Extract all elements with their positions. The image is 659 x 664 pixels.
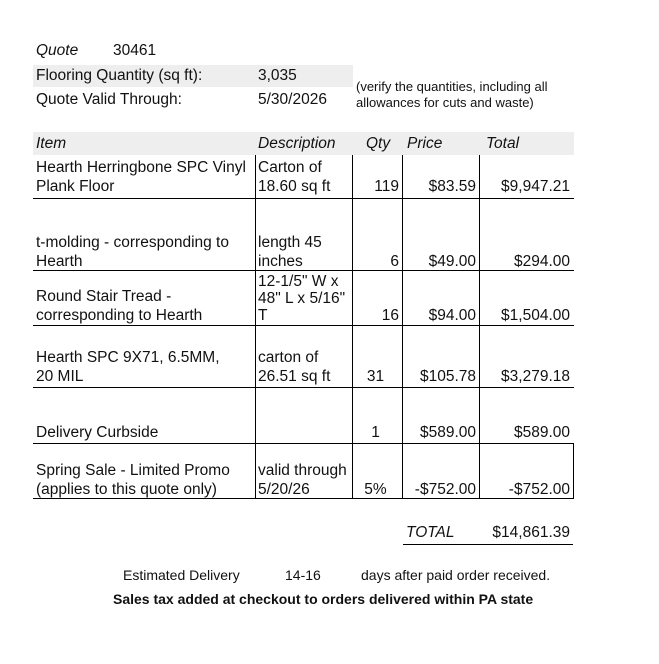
total-underline bbox=[403, 544, 573, 545]
header-qty: Qty bbox=[366, 135, 391, 152]
price-cell: $94.00 bbox=[428, 307, 476, 324]
row-divider bbox=[33, 387, 574, 388]
header-item: Item bbox=[36, 135, 67, 152]
price-cell: -$752.00 bbox=[414, 481, 476, 498]
valid-through-label: Quote Valid Through: bbox=[36, 91, 182, 108]
grid-line bbox=[573, 443, 574, 499]
description-cell: valid through 5/20/26 bbox=[258, 462, 347, 498]
qty-cell: 5% bbox=[364, 481, 387, 498]
header-price: Price bbox=[407, 135, 443, 152]
qty-cell: 31 bbox=[366, 368, 385, 385]
price-cell: $83.59 bbox=[428, 178, 476, 195]
total-cell: $589.00 bbox=[513, 424, 570, 441]
total-cell: $294.00 bbox=[513, 253, 570, 270]
qty-cell: 1 bbox=[371, 424, 380, 441]
estimated-delivery-label: Estimated Delivery bbox=[123, 567, 240, 583]
description-cell: 12-1/5" W x 48" L x 5/16" T bbox=[258, 273, 346, 324]
description-cell: length 45 inches bbox=[258, 234, 322, 270]
estimated-delivery-suffix: days after paid order received. bbox=[361, 567, 551, 583]
total-cell: -$752.00 bbox=[508, 481, 570, 498]
verify-note-line2: allowances for cuts and waste) bbox=[356, 95, 534, 110]
quote-number: 30461 bbox=[113, 42, 157, 59]
header-total: Total bbox=[486, 135, 520, 152]
verify-note-line1: (verify the quantities, including all bbox=[356, 79, 548, 94]
row-divider bbox=[33, 325, 574, 326]
price-cell: $105.78 bbox=[419, 368, 476, 385]
qty-cell: 6 bbox=[390, 253, 399, 270]
description-cell: Carton of 18.60 sq ft bbox=[258, 159, 331, 195]
row-divider bbox=[33, 443, 574, 444]
quote-label: Quote bbox=[36, 42, 79, 59]
item-cell: Delivery Curbside bbox=[36, 424, 159, 441]
item-cell: Hearth SPC 9X71, 6.5MM, 20 MIL bbox=[36, 349, 220, 385]
item-cell: Spring Sale - Limited Promo (applies to this quote only) bbox=[36, 462, 230, 498]
qty-cell: 16 bbox=[381, 307, 399, 324]
grid-line bbox=[352, 155, 353, 499]
item-cell: Hearth Herringbone SPC Vinyl Plank Floor bbox=[36, 159, 246, 195]
valid-through-value: 5/30/2026 bbox=[258, 91, 327, 108]
price-cell: $49.00 bbox=[428, 253, 476, 270]
sales-tax-note: Sales tax added at checkout to orders delivered within PA state bbox=[113, 591, 534, 607]
description-cell: carton of 26.51 sq ft bbox=[258, 349, 331, 385]
grid-line bbox=[255, 155, 256, 499]
total-cell: $3,279.18 bbox=[501, 368, 570, 385]
row-divider bbox=[33, 198, 574, 199]
header-description: Description bbox=[258, 135, 336, 152]
total-value: $14,861.39 bbox=[492, 524, 570, 541]
total-cell: $1,504.00 bbox=[501, 307, 570, 324]
grid-line bbox=[479, 155, 480, 499]
total-label: TOTAL bbox=[406, 524, 455, 541]
total-cell: $9,947.21 bbox=[501, 178, 570, 195]
qty-cell: 119 bbox=[374, 178, 399, 195]
estimated-delivery-days: 14-16 bbox=[285, 567, 321, 583]
price-cell: $589.00 bbox=[419, 424, 476, 441]
grid-line bbox=[402, 155, 403, 499]
flooring-quantity-label: Flooring Quantity (sq ft): bbox=[36, 67, 203, 84]
item-cell: Round Stair Tread - corresponding to Hearth bbox=[36, 288, 203, 324]
flooring-quantity-value: 3,035 bbox=[258, 67, 297, 84]
item-cell: t-molding - corresponding to Hearth bbox=[36, 234, 229, 270]
